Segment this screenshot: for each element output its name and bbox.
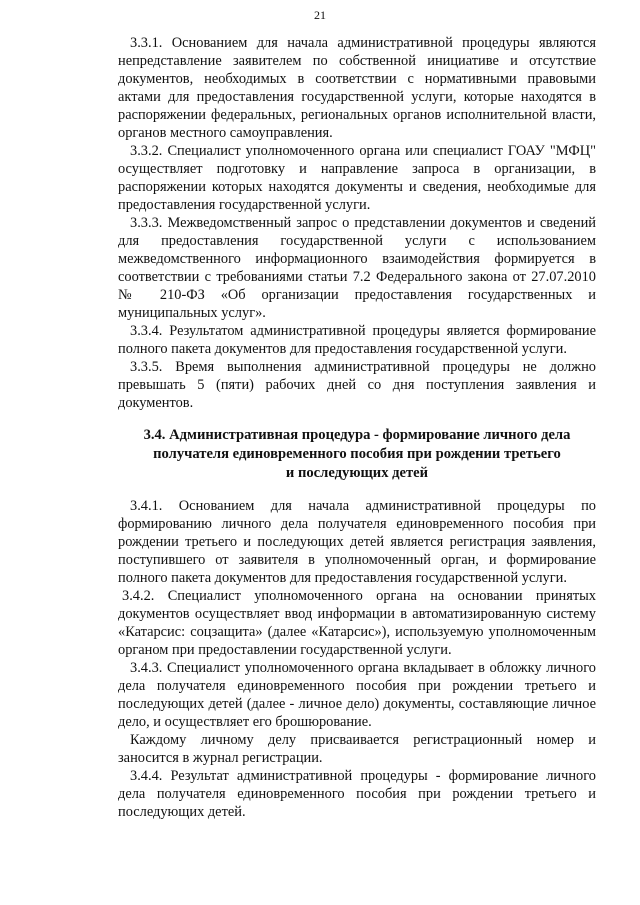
- section-title-line: и последующих детей: [285, 465, 429, 481]
- paragraph-3-4-3: 3.4.3. Специалист уполномоченного органа вкладывает в обложку личного дела получателя единовременного пособия при рождении третьего и последующих детей (далее - личное дело) документы, составляющие личное дело, и осуществляет его брошюрование.: [118, 660, 596, 730]
- paragraph-registration-number: Каждому личному делу присваивается регистрационный номер и заносится в журнал регистрации.: [118, 732, 596, 766]
- page-number: 21: [314, 8, 326, 22]
- section-title-line: 3.4. Административная процедура - формирование личного дела: [143, 427, 571, 443]
- paragraph-3-3-4: 3.3.4. Результатом административной процедуры является формирование полного пакета документов для предоставления государственной услуги.: [118, 323, 596, 357]
- section-title-line: получателя единовременного пособия при рождении третьего: [153, 446, 561, 462]
- paragraph-3-4-1: 3.4.1. Основанием для начала административной процедуры по формированию личного дела получателя единовременного пособия при рождении третьего и последующих детей является регистрация заявления, поступившего от заявителя в уполномоченный орган, и формирование полного пакета документов для предоставления государственной услуги.: [118, 498, 596, 586]
- paragraph-3-3-2: 3.3.2. Специалист уполномоченного органа или специалист ГОАУ "МФЦ" осуществляет подготовку и направление запроса в организации, в распоряжении которых находятся документы и сведения, необходимые для предоставления государственной услуги.: [118, 143, 596, 213]
- paragraph-3-4-4: 3.4.4. Результат административной процедуры - формирование личного дела получателя единовременного пособия при рождении третьего и последующих детей.: [118, 768, 596, 820]
- paragraph-3-3-1: 3.3.1. Основанием для начала административной процедуры являются непредставление заявителем по собственной инициативе и отсутствие документов, необходимых в соответствии с нормативными правовыми актами для предоставления государственной услуги, которые находятся в распоряжении федеральных, региональных органов исполнительной власти, органов местного самоуправления.: [118, 35, 596, 141]
- document-body: [118, 34, 596, 821]
- paragraph-3-3-5: 3.3.5. Время выполнения административной процедуры не должно превышать 5 (пяти) рабочих дней со дня поступления заявления и документов.: [118, 359, 596, 411]
- paragraph-3-3-3: 3.3.3. Межведомственный запрос о представлении документов и сведений для предоставления государственной услуги с использованием межведомственного информационного взаимодействия формируется в соответствии с требованиями статьи 7.2 Федерального закона от 27.07.2010 № 210-ФЗ «Об организации предоставления государственных и муниципальных услуг».: [118, 215, 596, 321]
- section-title-3-4: [118, 426, 596, 483]
- paragraph-3-4-2: 3.4.2. Специалист уполномоченного органа на основании принятых документов осуществляет ввод информации в автоматизированную систему «Катарсис: соцзащита» (далее «Катарсис»), используемую уполномоченным органом при предоставлении государственной услуги.: [118, 588, 596, 658]
